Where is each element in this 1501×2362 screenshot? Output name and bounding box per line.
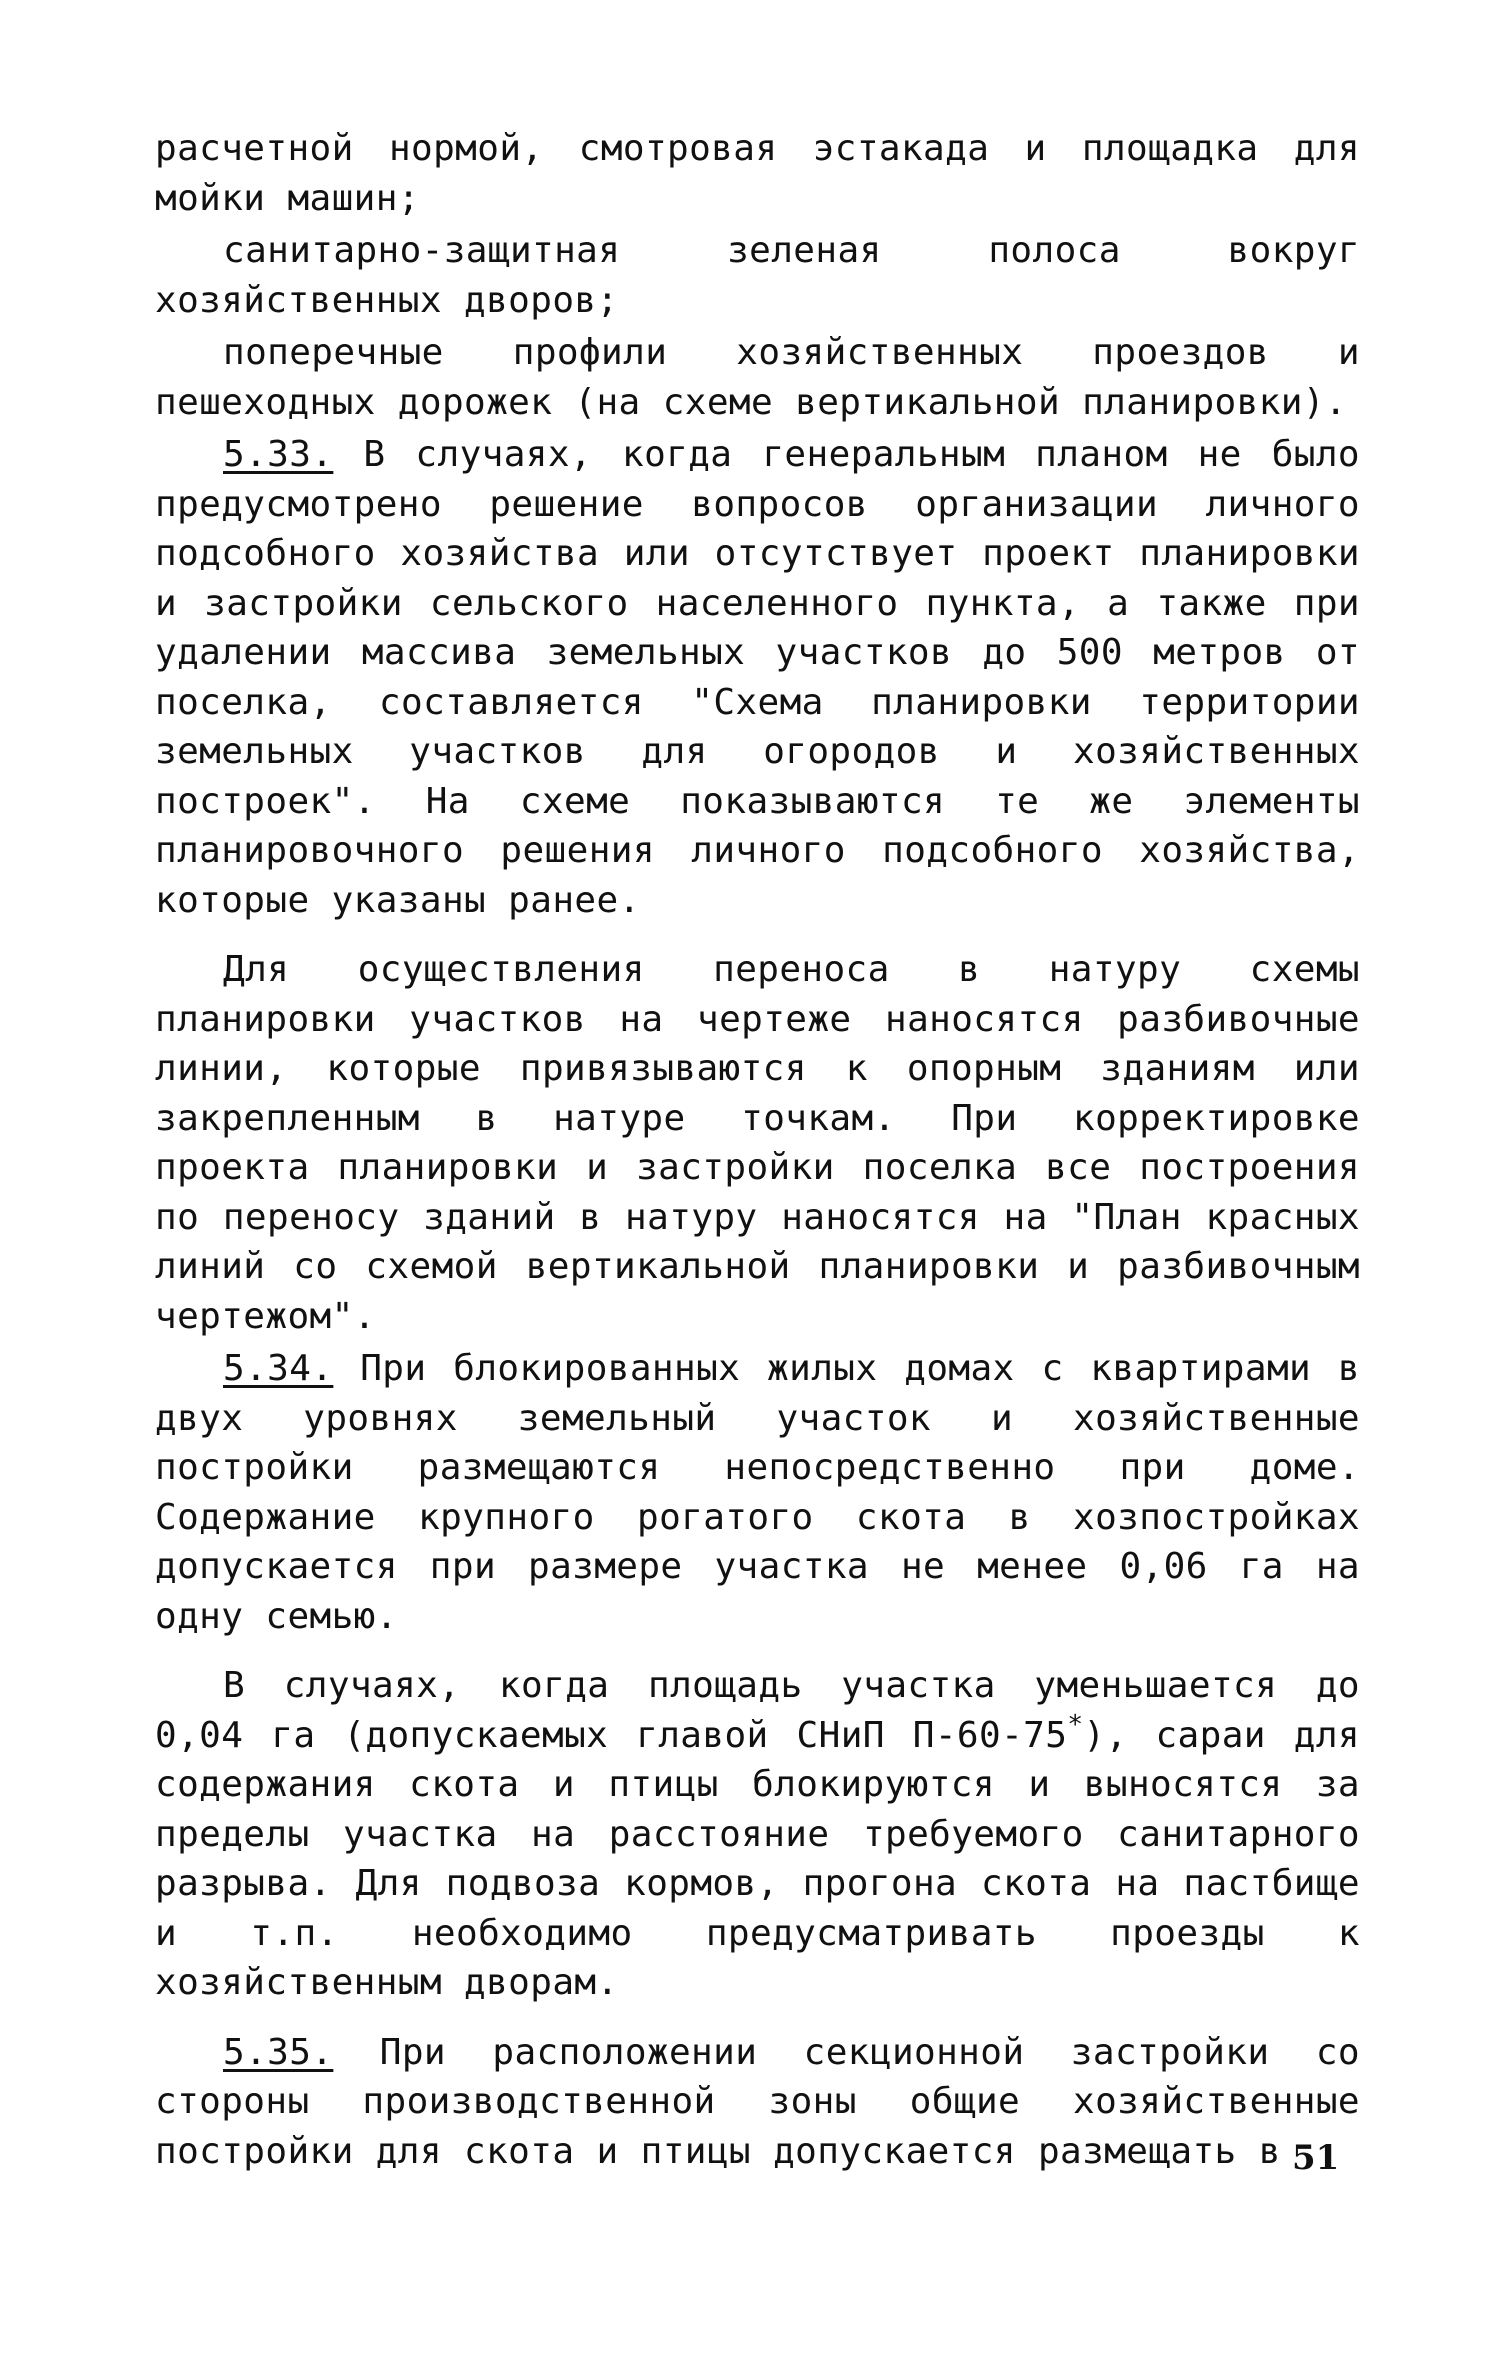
section-number: 5.35. <box>223 2031 334 2073</box>
section-number: 5.33. <box>223 434 334 475</box>
page-number: 51 <box>1292 2138 1340 2178</box>
paragraph-text: В случаях, когда генеральным планом не было предусмотрено решение вопросов организации личного подсобного хозяйства или отсутствует проект планировки и застройки сельского населенного пункта, а также при удалении массива земельных участков до 500 метров от поселка, составляется "Схема планировки территории земельных участков для огородов и хозяйственных построек". На схеме показываются те же элементы планировочного решения личного подсобного хозяйства, которые указаны ранее. <box>155 434 1360 921</box>
paragraph-text: ), сараи для содержания скота и птицы блокируются и выносятся за пределы участка на расстояние требуемого санитарного разрыва. Для подвоза кормов, прогона скота на пастбище и т.п. необходимо предусматривать проезды к хозяйственным дворам. <box>155 1714 1361 2003</box>
paragraph-section-5-35 <box>155 2028 1360 2177</box>
paragraph-text: Для осуществления переноса в натуру схемы планировки участков на чертеже наносятся разбивочные линии, которые привязываются к опорным зданиям или закрепленным в натуре точкам. При корректировке проекта планировки и застройки поселка все построения по переносу зданий в натуру наносятся на "План красных линий со схемой вертикальной планировки и разбивочным чертежом". <box>155 949 1360 1337</box>
paragraph-reduced-plot <box>155 1661 1360 2008</box>
paragraph-section-5-33 <box>155 430 1360 925</box>
paragraph-text: расчетной нормой, смотровая эстакада и площадка для мойки машин; <box>155 128 1360 219</box>
paragraph-section-5-34 <box>155 1344 1360 1641</box>
paragraph-text: санитарно-защитная зеленая полоса вокруг хозяйственных дворов; <box>155 230 1360 321</box>
paragraph-text: При блокированных жилых домах с квартирами в двух уровнях земельный участок и хозяйственные постройки размещаются непосредственно при доме. Содержание крупного рогатого скота в хозпостройках допускается при размере участка не менее 0,06 га на одну семью. <box>155 1348 1360 1637</box>
paragraph-car-wash <box>155 124 1360 223</box>
paragraph-text: В случаях, когда площадь участка уменьшается до 0,04 га (допускаемых главой СНиП П-60-75 <box>155 1665 1360 1756</box>
footnote-asterisk: * <box>1067 1709 1084 1740</box>
section-number: 5.34. <box>223 1348 334 1389</box>
paragraph-layout-transfer <box>155 945 1360 1341</box>
paragraph-cross-profiles <box>155 328 1360 427</box>
paragraph-text: поперечные профили хозяйственных проездов и пешеходных дорожек (на схеме вертикальной планировки). <box>155 332 1360 423</box>
page-body <box>155 124 1360 2176</box>
paragraph-text: При расположении секционной застройки со стороны производственной зоны общие хозяйственные постройки для скота и птицы допускается размещать в <box>155 2031 1360 2172</box>
paragraph-green-belt <box>155 226 1360 325</box>
